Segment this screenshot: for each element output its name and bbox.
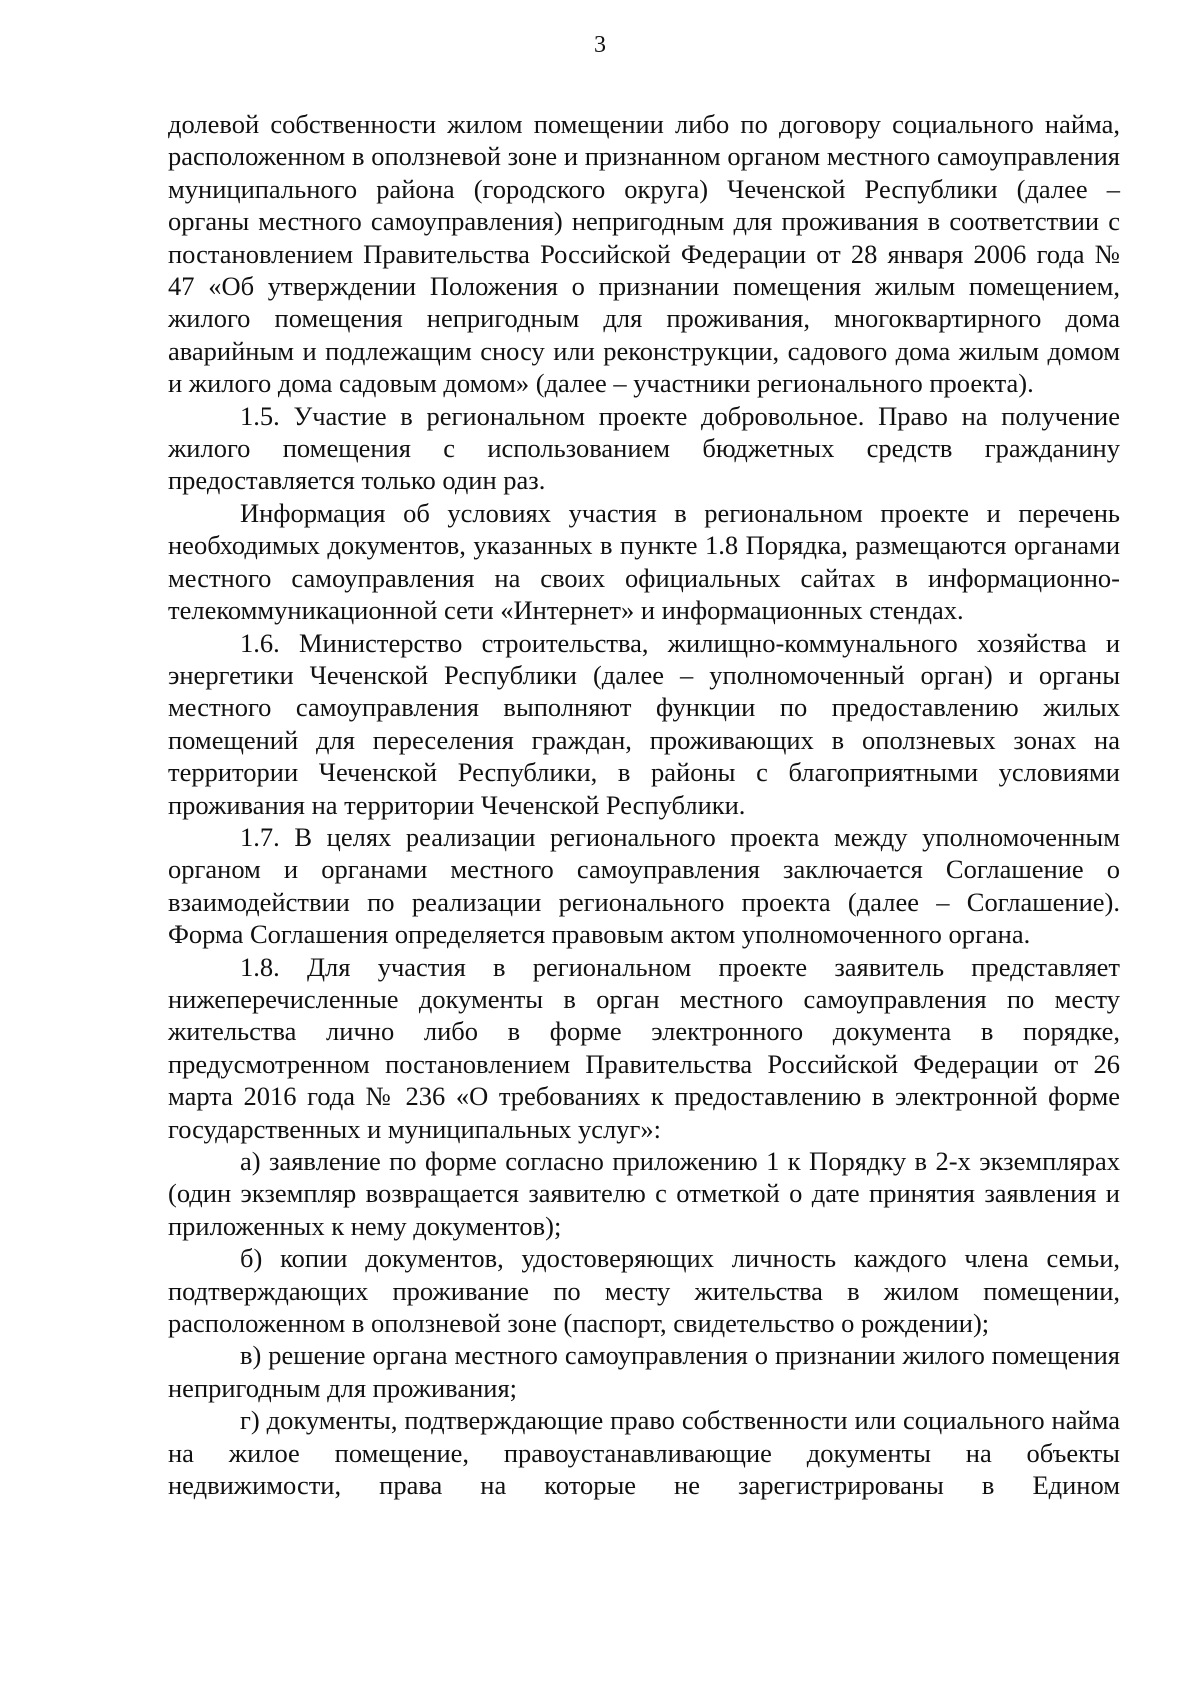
paragraph-continuation: долевой собственности жилом помещении либо по договору социального найма, расположенном в оползневой зоне и признанном органом местного самоуправления муниципального района (городского округа) Чеченской Республики (далее – органы местного самоуправления) непригодным для проживания в соответствии с постановлением Правительства Российской Федерации от 28 января 2006 года № 47 «Об утверждении Положения о признании помещения жилым помещением, жилого помещения непригодным для проживания, многоквартирного дома аварийным и подлежащим сносу или реконструкции, садового дома жилым домом и жилого дома садовым домом» (далее – участники регионального проекта). <box>168 109 1120 399</box>
page-number: 3 <box>594 32 606 58</box>
list-item-b: б) копии документов, удостоверяющих личность каждого члена семьи, подтверждающих проживание по месту жительства в жилом помещении, расположенном в оползневой зоне (паспорт, свидетельство о рождении); <box>168 1243 1120 1339</box>
paragraph-1-7: 1.7. В целях реализации регионального проекта между уполномоченным органом и органами местного самоуправления заключается Соглашение о взаимодействии по реализации регионального проекта (далее – Соглашение). Форма Соглашения определяется правовым актом уполномоченного органа. <box>168 821 1120 950</box>
list-item-a: а) заявление по форме согласно приложению 1 к Порядку в 2-х экземплярах (один экземпляр возвращается заявителю с отметкой о дате принятия заявления и приложенных к нему документов); <box>168 1146 1120 1241</box>
paragraph-info: Информация об условиях участия в региональном проекте и перечень необходимых документов, указанных в пункте 1.8 Порядка, размещаются органами местного самоуправления на своих официальных сайтах в информационно-телекоммуникационной сети «Интернет» и информационных стендах. <box>168 497 1120 626</box>
list-item-g: г) документы, подтверждающие право собственности или социального найма на жилое помещение, правоустанавливающие документы на объекты недвижимости, права на которые не зарегистрированы в Едином <box>168 1405 1120 1501</box>
paragraph-1-8: 1.8. Для участия в региональном проекте заявитель представляет нижеперечисленные документы в орган местного самоуправления по месту жительства лично либо в форме электронного документа в порядке, предусмотренном постановлением Правительства Российской Федерации от 26 марта 2016 года № 236 «О требованиях к предоставлению в электронной форме государственных и муниципальных услуг»: <box>168 951 1120 1144</box>
document-body <box>168 108 1120 1501</box>
paragraph-1-6: 1.6. Министерство строительства, жилищно-коммунального хозяйства и энергетики Чеченской Республики (далее – уполномоченный орган) и органы местного самоуправления выполняют функции по предоставлению жилых помещений для переселения граждан, проживающих в оползневых зонах на территории Чеченской Республики, в районы с благоприятными условиями проживания на территории Чеченской Республики. <box>168 627 1120 820</box>
list-item-v: в) решение органа местного самоуправления о признании жилого помещения непригодным для проживания; <box>168 1340 1120 1403</box>
paragraph-1-5: 1.5. Участие в региональном проекте добровольное. Право на получение жилого помещения с использованием бюджетных средств гражданину предоставляется только один раз. <box>168 400 1120 496</box>
